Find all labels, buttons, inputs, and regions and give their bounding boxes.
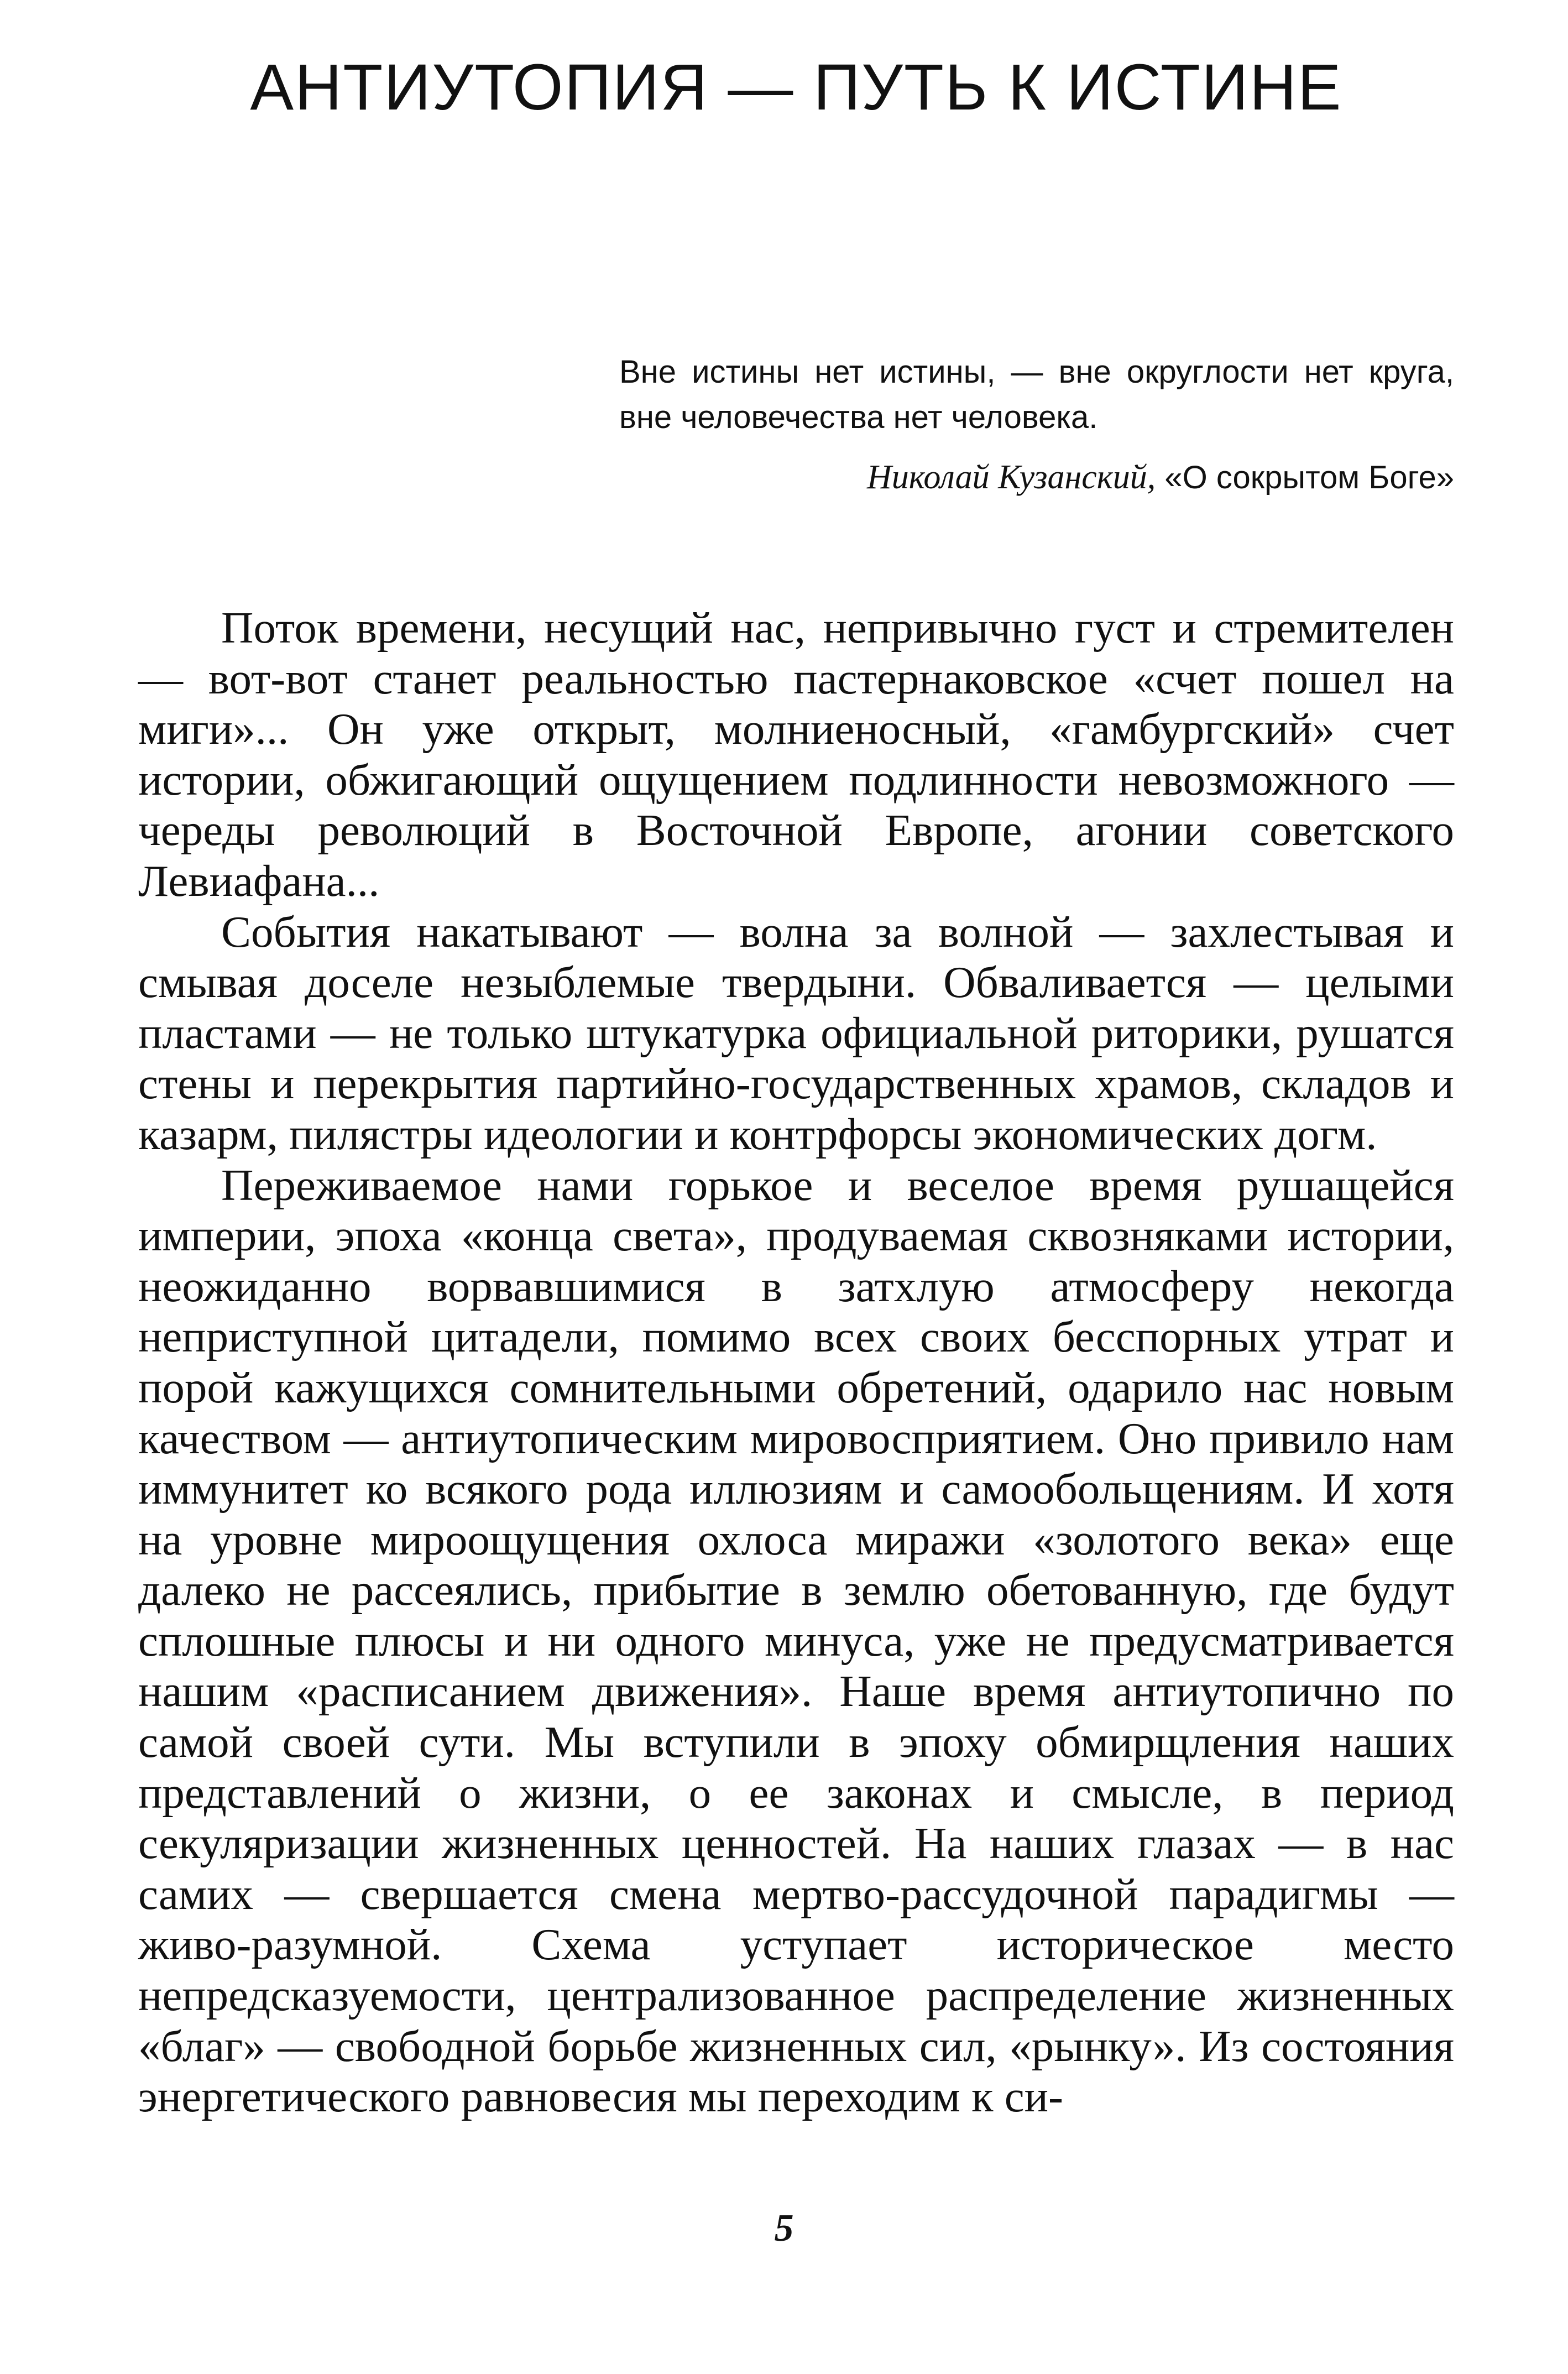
epigraph-quote: Вне истины нет истины, — вне округлости нет круга, вне человечества нет человека. [619, 354, 1454, 435]
chapter-title: АНТИУТОПИЯ — ПУТЬ К ИСТИНЕ [250, 51, 1342, 124]
epigraph-work: «О сокрытом Боге» [1164, 460, 1454, 495]
paragraph: Поток времени, несущий нас, непривычно густ и стремителен — вот-вот станет реальностью пастернаковское «счет пошел на миги»... Он уже открыт, молниеносный, «гамбургский» счет истории, обжигающий ощущением подлинности невозможного — череды революций в Восточной Европе, агонии советского Левиафана... [138, 603, 1454, 906]
epigraph [619, 349, 1454, 500]
body-text [138, 603, 1454, 2122]
paragraph: Переживаемое нами горькое и веселое время рушащейся империи, эпоха «конца света», продуваемая сквозняками истории, неожиданно ворвавшимися в затхлую атмосферу некогда неприступной цитадели, помимо всех своих бесспорных утрат и порой кажущихся сомнительными обретений, одарило нас новым качеством — антиутопическим мировосприятием. Оно привило нам иммунитет ко всякого рода иллюзиям и самообольщениям. И хотя на уровне мироощущения охлоса миражи «золотого века» еще далеко не рассеялись, прибытие в землю обетованную, где будут сплошные плюсы и ни одного минуса, уже не предусматривается нашим «расписанием движения». Наше время антиутопично по самой своей сути. Мы вступили в эпоху обмирщления наших представлений о жизни, о ее законах и смысле, в период секуляризации жизненных ценностей. На наших глазах — в нас самих — свершается смена мертво-рассудочной парадигмы — живо-разумной. Схема уступает историческое место непредсказуемости, централизованное распределение жизненных «благ» — свободной борьбе жизненных сил, «рынку». Из состояния энергетического равновесия мы переходим к си- [138, 1160, 1454, 2122]
page-number: 5 [774, 2207, 794, 2250]
epigraph-author: Николай Кузанский, [866, 458, 1156, 496]
epigraph-source [619, 455, 1454, 500]
paragraph: События накатывают — волна за волной — захлестывая и смывая доселе незыблемые твердыни. Обваливается — целыми пластами — не только штукатурка официальной риторики, рушатся стены и перекрытия партийно-государственных храмов, складов и казарм, пилястры идеологии и контрфорсы экономических догм. [138, 906, 1454, 1159]
